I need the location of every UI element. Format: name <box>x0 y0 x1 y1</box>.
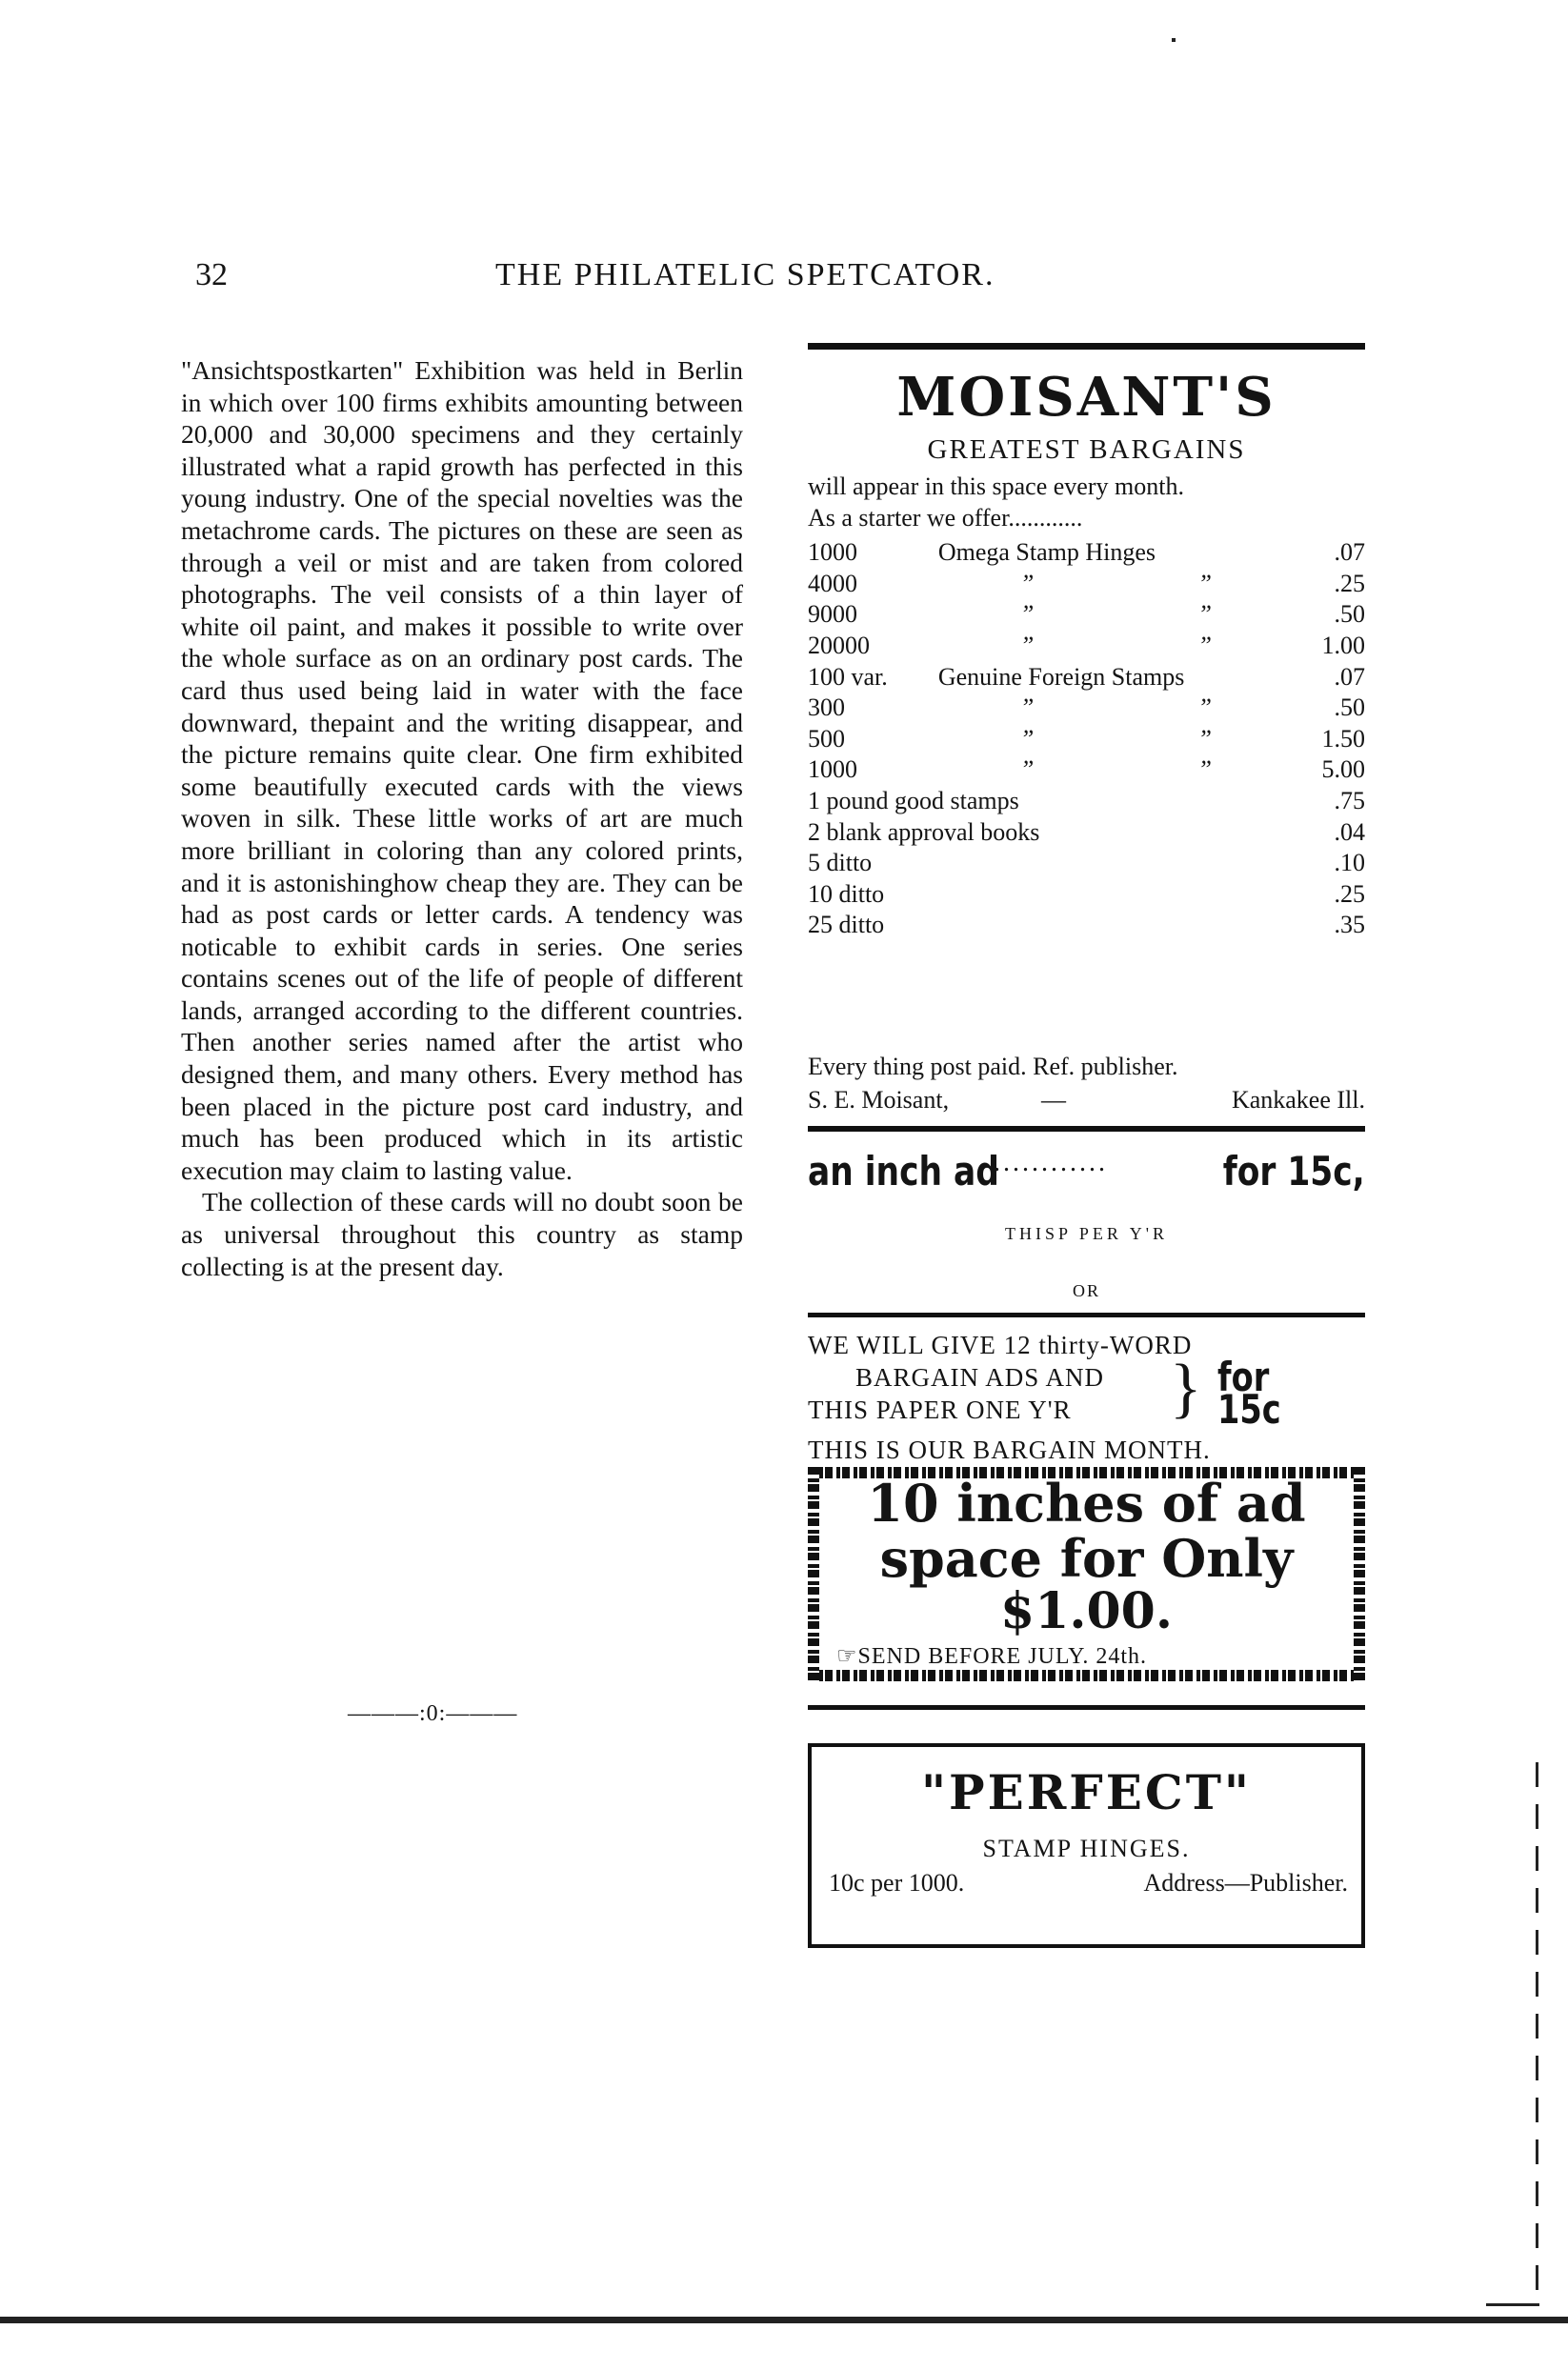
ditto-mark: ” <box>1197 569 1212 597</box>
inch-ad-left: an inch ad <box>808 1148 999 1195</box>
price-desc: 25 ditto <box>808 911 885 939</box>
ditto-mark: ” <box>1019 600 1035 629</box>
ornamental-border <box>808 1670 1365 1681</box>
hinge-ad <box>808 1743 1365 1948</box>
inch-ad-or: OR <box>1072 1281 1100 1300</box>
price-qty: 1000 <box>808 755 857 784</box>
signature-place: Kankakee Ill. <box>1231 1086 1365 1114</box>
page-number: 32 <box>195 257 228 292</box>
page-header <box>0 257 1568 305</box>
ditto-mark: ” <box>1197 724 1212 753</box>
price-desc: 10 ditto <box>808 879 885 908</box>
price-value: .07 <box>1334 538 1365 567</box>
price-row <box>808 754 1365 786</box>
price-value: 1.00 <box>1321 632 1365 660</box>
price-row <box>808 879 1365 911</box>
price-row <box>808 816 1365 848</box>
page-edge-mark <box>1536 1762 1538 2296</box>
bargain-price: for 15c <box>1217 1354 1281 1433</box>
article-column <box>181 354 743 1282</box>
price-desc: 2 blank approval books <box>808 817 1040 846</box>
price-value: .07 <box>1334 662 1365 691</box>
price-qty: 500 <box>808 724 845 753</box>
ditto-mark: ” <box>1197 600 1212 629</box>
price-value: .50 <box>1334 600 1365 629</box>
bargain-brace: } <box>1170 1352 1202 1425</box>
moisant-footer: Every thing post paid. Ref. publisher. <box>808 1053 1178 1080</box>
price-qty: 4000 <box>808 569 857 597</box>
price-qty: 9000 <box>808 600 857 629</box>
article-divider: ———:0:——— <box>348 1701 518 1726</box>
price-row <box>808 724 1365 755</box>
price-desc: Genuine Foreign Stamps <box>937 662 1185 691</box>
price-row <box>808 569 1365 600</box>
top-rule <box>808 343 1365 350</box>
article-paragraph: "Ansichtspostkarten" Exhibition was held in Berlin in which over 100 firms exhibits amounting between 20,000 and 30,000 specimens and they certainly illustrated what a rapid growth has perfected in this young industry. One of the special novelties was the metachrome cards. The pictures on these are seen as through a veil or mist and are taken from colored photographs. The veil consists of a thin layer of white oil paint, and makes it possible to write over the whole surface as on an ordinary post cards. The card thus used being laid in water with the face downward, thepaint and the writing disappear, and the picture remains quite clear. One firm exhibited some beautifully executed cards with the views woven in silk. These little works of art are much more brilliant in coloring than any colored prints, and it is astonishinghow cheap they are. They can be had as post cards or letter cards. A tendency was noticable to exhibit cards in series. One series contains scenes out of the life of people of different lands, arranged according to the different countries. Then another series named after the artist who designed them, and many others. Every method has been placed in the picture post card industry, and much has been produced which in its artistic execution may claim to lasting value. <box>181 355 743 1185</box>
running-head: THE PHILATELIC SPETCATOR. <box>495 257 995 292</box>
price-qty: 300 <box>808 693 845 722</box>
signature-dash: — <box>1041 1086 1066 1114</box>
price-row <box>808 537 1365 569</box>
price-desc: 1 pound good stamps <box>808 787 1019 815</box>
page-bottom-rule <box>0 2317 1568 2323</box>
price-value: .75 <box>1334 787 1365 815</box>
hinge-subtitle: STAMP HINGES. <box>982 1835 1191 1862</box>
article-paragraph: The collection of these cards will no doubt soon be as universal throughout this country as stamp collecting is at the present day. <box>181 1187 743 1281</box>
inch-ad-subtitle: THISP PER Y'R <box>1005 1224 1168 1243</box>
price-value: .35 <box>1334 911 1365 939</box>
ditto-mark: ” <box>1019 569 1035 597</box>
price-row <box>808 599 1365 631</box>
price-value: .25 <box>1334 879 1365 908</box>
inch-ad-dots: ............ <box>994 1148 1108 1177</box>
moisant-intro: will appear in this space every month. <box>808 472 1184 500</box>
bargain-line: THIS IS OUR BARGAIN MONTH. <box>808 1436 1211 1464</box>
ditto-mark: ” <box>1197 632 1212 660</box>
box-ad <box>808 1467 1365 1681</box>
hinge-price: 10c per 1000. <box>829 1869 965 1897</box>
section-rule <box>808 1313 1365 1317</box>
bargain-line: BARGAIN ADS AND <box>855 1363 1105 1392</box>
bargain-line: THIS PAPER ONE Y'R <box>808 1396 1072 1424</box>
price-row <box>808 661 1365 693</box>
scan-speck <box>1172 38 1176 42</box>
price-list <box>808 537 1365 941</box>
price-value: .04 <box>1334 817 1365 846</box>
ditto-mark: ” <box>1019 755 1035 784</box>
price-row <box>808 631 1365 662</box>
hinge-title: "PERFECT" <box>921 1764 1252 1820</box>
price-value: 5.00 <box>1321 755 1365 784</box>
inch-ad <box>808 1148 1365 1205</box>
ditto-mark: ” <box>1019 724 1035 753</box>
ditto-mark: ” <box>1019 693 1035 722</box>
hinge-line <box>829 1869 1348 1898</box>
price-qty: 100 var. <box>808 662 888 691</box>
price-desc: 5 ditto <box>808 849 873 877</box>
bargain-line: WE WILL GIVE 12 thirty-WORD <box>808 1331 1193 1359</box>
box-ad-line: space for Only <box>879 1528 1294 1589</box>
moisant-subtitle: GREATEST BARGAINS <box>927 434 1246 465</box>
hinge-address: Address—Publisher. <box>1143 1869 1348 1897</box>
box-ad-price: $1.00. <box>1000 1582 1173 1640</box>
price-row <box>808 848 1365 879</box>
page-edge-mark <box>1486 2303 1539 2306</box>
price-value: .10 <box>1334 849 1365 877</box>
moisant-intro-starter: As a starter we offer............ <box>808 504 1083 532</box>
ditto-mark: ” <box>1019 632 1035 660</box>
price-row <box>808 786 1365 817</box>
ditto-mark: ” <box>1197 693 1212 722</box>
signature-name: S. E. Moisant, <box>808 1086 950 1114</box>
price-value: 1.50 <box>1321 724 1365 753</box>
box-ad-deadline: ☞SEND BEFORE JULY. 24th. <box>836 1644 1148 1669</box>
price-desc: Omega Stamp Hinges <box>937 538 1156 567</box>
price-qty: 1000 <box>808 538 857 567</box>
price-value: .50 <box>1334 693 1365 722</box>
price-value: .25 <box>1334 569 1365 597</box>
ditto-mark: ” <box>1197 755 1212 784</box>
section-rule <box>808 1126 1365 1132</box>
section-rule <box>808 1705 1365 1710</box>
price-qty: 20000 <box>808 632 870 660</box>
moisant-title: MOISANT'S <box>896 366 1277 429</box>
price-row <box>808 693 1365 724</box>
box-ad-line: 10 inches of ad <box>867 1473 1306 1534</box>
price-row <box>808 910 1365 941</box>
inch-ad-price: for 15c, <box>1222 1148 1365 1195</box>
